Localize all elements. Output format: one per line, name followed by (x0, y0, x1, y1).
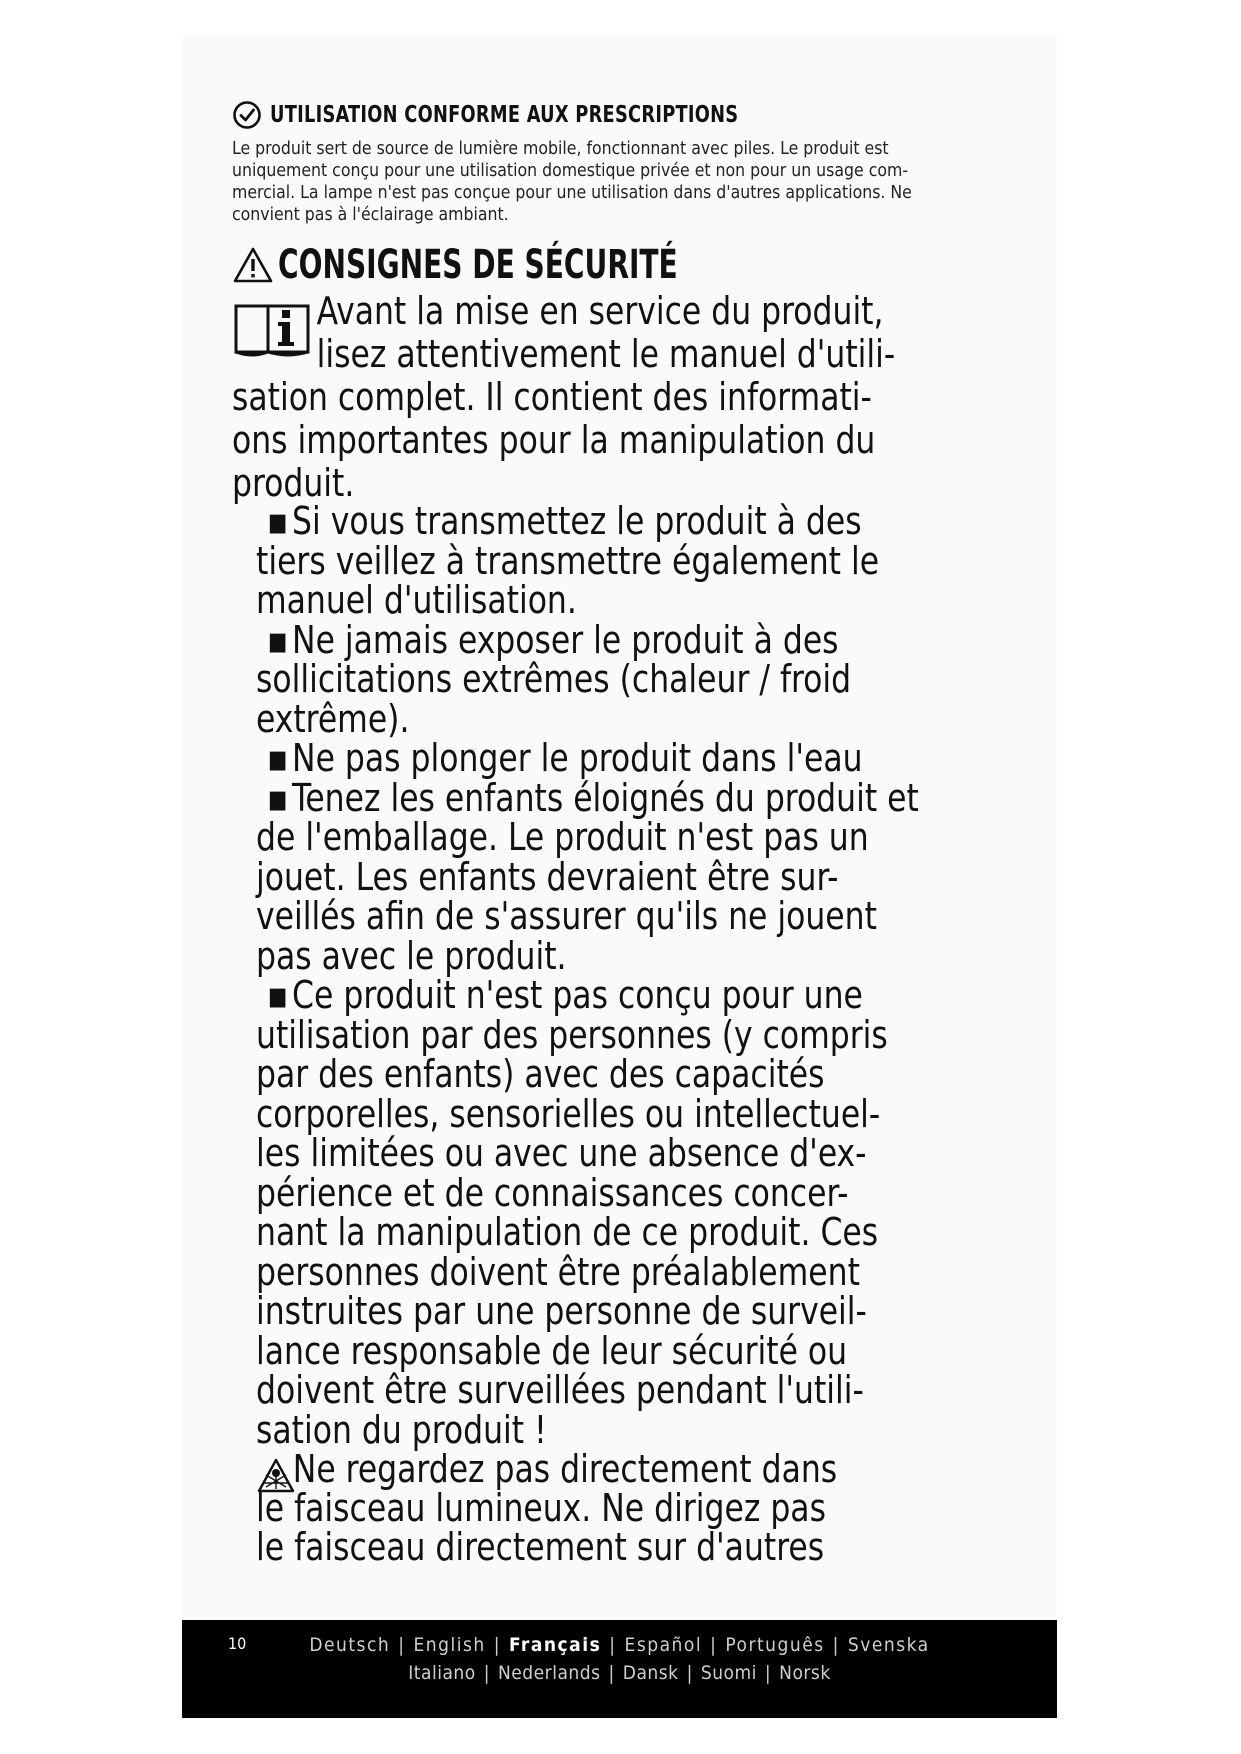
language-link-deutsch[interactable]: Deutsch (309, 1634, 391, 1656)
usage-line: convient pas à l'éclairage ambiant. (232, 205, 509, 225)
separator: | (483, 1662, 490, 1684)
separator: | (764, 1662, 772, 1684)
language-link-svenska[interactable]: Svenska (847, 1634, 930, 1656)
language-link-espanol[interactable]: Español (624, 1634, 703, 1656)
page-number: 10 (228, 1634, 247, 1653)
separator: | (609, 1634, 617, 1656)
beam-warning (256, 1447, 888, 1569)
safety-bullet: ▪ Ce produit n'est pas conçu pour une utilisation par des personnes (y compris par des enfants) avec des capacités corporelles, sensorielles ou intellectuel- les limitées ou avec une absence d'ex- périence et de connaissances concer- nant la manipulation de ce produit. Ces personnes doivent être préalablement instruites par une personne de surveil- lance responsable de leur sécurité ou doivent être surveillées pendant l'utili- sation du produit ! (256, 976, 976, 1450)
separator: | (493, 1634, 501, 1656)
safety-bullet: ▪ Tenez les enfants éloignés du produit et de l'emballage. Le produit n'est pas un jouet. Les enfants devraient être sur- veillés afin de s'assurer qu'ils ne jouent pas avec le produit. (256, 779, 976, 977)
intro-line: sation complet. Il contient des informati- (232, 375, 872, 419)
separator: | (710, 1634, 718, 1656)
usage-line: mercial. La lampe n'est pas conçue pour une utilisation dans d'autres applications. Ne (232, 183, 912, 203)
warning-triangle-icon (232, 245, 274, 285)
language-link-english[interactable]: English (413, 1634, 486, 1656)
language-link-portugues[interactable]: Português (725, 1634, 825, 1656)
check-circle-icon (232, 100, 262, 130)
intro-line: produit. (232, 461, 355, 505)
language-link-francais[interactable]: Français (508, 1634, 602, 1656)
safety-bullet: ▪ Ne jamais exposer le produit à des sollicitations extrêmes (chaleur / froid extrême). (256, 621, 976, 740)
section-usage-header (232, 98, 815, 132)
safety-bullet: ▪ Si vous transmettez le produit à des tiers veillez à transmettre également le manuel d'utilisation. (256, 502, 976, 621)
separator: | (686, 1662, 693, 1684)
language-list-row-1 (182, 1634, 1057, 1656)
safety-bullet: ▪ Ne pas plonger le produit dans l'eau (256, 739, 976, 779)
warning-line: le faisceau lumineux. Ne dirigez pas (256, 1486, 826, 1530)
usage-line: Le produit sert de source de lumière mobile, fonctionnant avec piles. Le produit est (232, 139, 889, 159)
intro-line: Avant la mise en service du produit, (316, 289, 884, 333)
intro-line: lisez attentivement le manuel d'utili- (316, 332, 896, 376)
separator: | (832, 1634, 840, 1656)
section-safety-title: CONSIGNES DE SÉCURITÉ (278, 242, 678, 288)
section-usage-title: UTILISATION CONFORME AUX PRESCRIPTIONS (270, 102, 739, 128)
language-link-norsk[interactable]: Norsk (779, 1662, 831, 1684)
language-link-dansk[interactable]: Dansk (622, 1662, 679, 1684)
footer-language-bar (182, 1620, 1057, 1718)
warning-line: le faisceau directement sur d'autres (256, 1525, 825, 1569)
intro-line: ons importantes pour la manipulation du (232, 418, 876, 462)
section-usage-body (232, 138, 1012, 226)
safety-bullet-list (256, 499, 976, 1452)
separator: | (608, 1662, 615, 1684)
section-safety-header (232, 240, 790, 290)
language-link-nederlands[interactable]: Nederlands (498, 1662, 601, 1684)
usage-line: uniquement conçu pour une utilisation domestique privée et non pour un usage com- (232, 161, 908, 181)
language-list-row-2 (182, 1662, 1057, 1684)
warning-line: Ne regardez pas directement dans (292, 1447, 838, 1491)
language-link-suomi[interactable]: Suomi (700, 1662, 757, 1684)
separator: | (398, 1634, 406, 1656)
language-link-italiano[interactable]: Italiano (408, 1662, 476, 1684)
safety-intro (232, 290, 953, 505)
